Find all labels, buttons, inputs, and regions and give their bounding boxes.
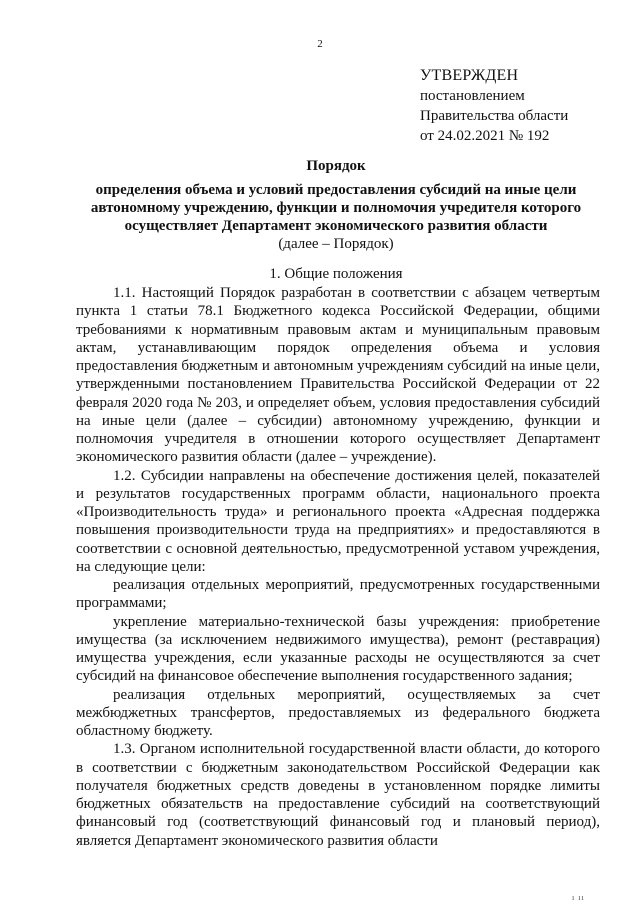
section-heading: 1. Общие положения [269,266,403,282]
body-text [76,284,600,850]
title-main: Порядок [306,158,366,174]
paragraph: 1.3. Органом исполнительной государственной власти области, до которого в соответствии с бюджетным законодательством Российской Федерации как получателя бюджетных средств доведены в установленном порядке лимиты бюджетных обязательств на предоставление субсидий на соответствующий финансовый год (соответствующий финансовый год и плановый период), является Департамент экономического развития области [76,741,600,849]
approval-line: постановлением [420,88,525,104]
paragraph: укрепление материально-технической базы учреждения: приобретение имущества (за исключением недвижимого имущества), ремонт (реставрация) имущества учреждения, если указанные расходы не осуществляются за счет субсидий на финансовое обеспечение выполнения государственного задания; [76,613,600,685]
paragraph: реализация отдельных мероприятий, предусмотренных государственными программами; [76,577,600,612]
approval-block [420,66,620,146]
paragraph: 1.2. Субсидии направлены на обеспечение достижения целей, показателей и результатов государственных программ области, национального проекта «Производительность труда» и регионального проекта «Адресная поддержка повышения производительности труда на предприятиях» и предоставляются в соответствии с основной деятельностью, предусмотренной уставом учреждения, на следующие цели: [76,467,600,575]
approval-date-number: от 24.02.2021 № 192 [420,128,550,144]
paragraph: реализация отдельных мероприятий, осуществляемых за счет межбюджетных трансфертов, предоставляемых из федерального бюджета областному бюджету. [76,686,600,739]
paragraph: 1.1. Настоящий Порядок разработан в соответствии с абзацем четвертым пункта 1 статьи 78.1 Бюджетного кодекса Российской Федерации, общими требованиями к нормативным правовым актам и муниципальным правовым актам, устанавливающим порядок определения объема и условия предоставления бюджетным и автономным учреждениям субсидий на иные цели, утвержденными постановлением Правительства Российской Федерации от 22 февраля 2020 года № 203, и определяет объем, условия предоставления субсидий на иные цели (далее – субсидии) автономному учреждению, функции и полномочия учредителя в отношении которого осуществляет Департамент экономического развития области (далее – учреждение). [76,285,600,466]
document-title [76,157,596,253]
page-number: 2 [317,38,323,50]
title-subtitle: определения объема и условий предоставления субсидий на иные цели автономному учреждению, функции и полномочия учредителя которого осуществляет Департамент экономического развития области [90,182,582,234]
approval-line: Правительства области [420,108,569,124]
title-note: (далее – Порядок) [278,236,394,252]
footer-mark: ı ıı [572,893,585,902]
approval-title: УТВЕРЖДЕН [420,67,519,84]
